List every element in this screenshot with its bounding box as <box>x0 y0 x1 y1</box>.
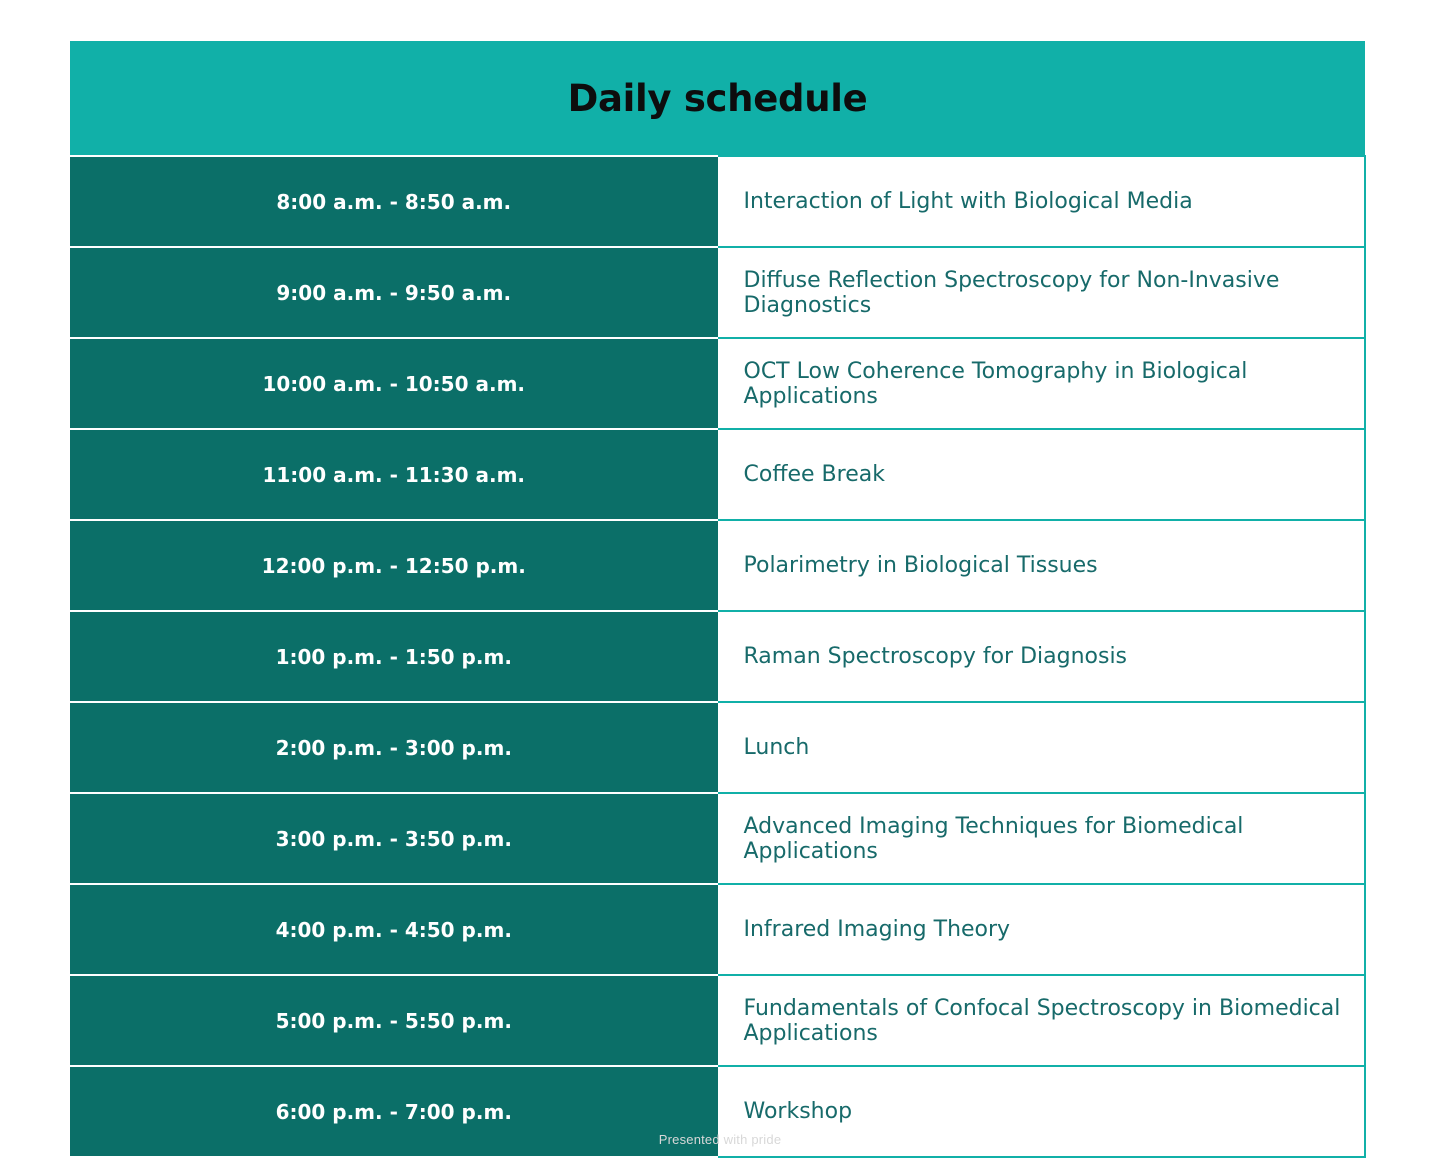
schedule-time-cell: 6:00 p.m. - 7:00 p.m. <box>70 1066 718 1157</box>
table-row <box>70 975 1365 1066</box>
schedule-topic-cell: Advanced Imaging Techniques for Biomedical Applications <box>718 793 1366 884</box>
schedule-topic-cell: Diffuse Reflection Spectroscopy for Non-Invasive Diagnostics <box>718 247 1366 338</box>
schedule-time-cell: 8:00 a.m. - 8:50 a.m. <box>70 156 718 247</box>
schedule-topic-cell: Interaction of Light with Biological Media <box>718 156 1366 247</box>
table-row <box>70 793 1365 884</box>
schedule-time-cell: 4:00 p.m. - 4:50 p.m. <box>70 884 718 975</box>
footer-note: Presented with pride <box>658 1132 782 1147</box>
schedule-topic-cell: Lunch <box>718 702 1366 793</box>
schedule-time-cell: 2:00 p.m. - 3:00 p.m. <box>70 702 718 793</box>
table-row <box>70 520 1365 611</box>
schedule-time-cell: 11:00 a.m. - 11:30 a.m. <box>70 429 718 520</box>
schedule-topic-cell: Workshop <box>718 1066 1366 1157</box>
table-row <box>70 429 1365 520</box>
table-row <box>70 611 1365 702</box>
table-row <box>70 247 1365 338</box>
schedule-topic-cell: OCT Low Coherence Tomography in Biological Applications <box>718 338 1366 429</box>
daily-schedule-table <box>70 41 1366 1158</box>
table-row <box>70 338 1365 429</box>
schedule-title-cell <box>70 41 1365 156</box>
schedule-time-cell: 12:00 p.m. - 12:50 p.m. <box>70 520 718 611</box>
table-row <box>70 702 1365 793</box>
schedule-time-cell: 10:00 a.m. - 10:50 a.m. <box>70 338 718 429</box>
schedule-topic-cell: Infrared Imaging Theory <box>718 884 1366 975</box>
table-header-row <box>70 41 1365 156</box>
schedule-topic-cell: Coffee Break <box>718 429 1366 520</box>
table-body <box>70 156 1365 1157</box>
schedule-time-cell: 5:00 p.m. - 5:50 p.m. <box>70 975 718 1066</box>
schedule-time-cell: 9:00 a.m. - 9:50 a.m. <box>70 247 718 338</box>
page-title: Daily schedule <box>567 76 868 120</box>
schedule-time-cell: 1:00 p.m. - 1:50 p.m. <box>70 611 718 702</box>
schedule-topic-cell: Polarimetry in Biological Tissues <box>718 520 1366 611</box>
schedule-topic-cell: Fundamentals of Confocal Spectroscopy in Biomedical Applications <box>718 975 1366 1066</box>
table-head <box>70 41 1365 156</box>
table-row <box>70 156 1365 247</box>
schedule-time-cell: 3:00 p.m. - 3:50 p.m. <box>70 793 718 884</box>
schedule-topic-cell: Raman Spectroscopy for Diagnosis <box>718 611 1366 702</box>
table-row <box>70 884 1365 975</box>
